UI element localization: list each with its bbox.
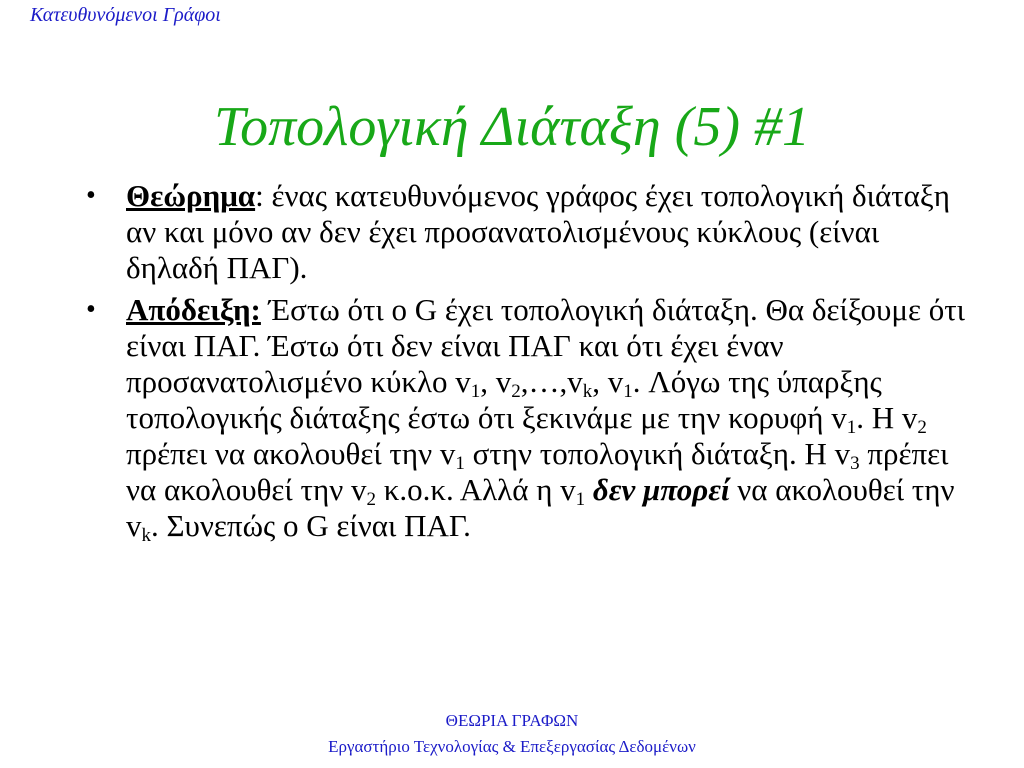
theorem-term: Θεώρημα bbox=[126, 178, 256, 213]
proof-text: . Λόγω της ύπαρξης τοπολογικής διάταξης έστω ότι ξεκινάμε με την κορυφή v bbox=[126, 364, 882, 435]
footer-course: ΘΕΩΡΙΑ ΓΡΑΦΩΝ bbox=[445, 711, 579, 730]
proof-text bbox=[585, 472, 593, 507]
proof-text: , v bbox=[480, 364, 512, 399]
proof-text: ,…,v bbox=[520, 364, 583, 399]
footer bbox=[0, 708, 1024, 760]
subscript: k bbox=[141, 525, 151, 546]
proof-text: κ.ο.κ. Αλλά η v bbox=[375, 472, 576, 507]
theorem-text: : ένας κατευθυνόμενος γράφος έχει τοπολογική διάταξη αν και μόνο αν δεν έχει προσανατολισμένους κύκλους (είναι δηλαδή ΠΑΓ). bbox=[126, 178, 950, 285]
proof-emphasis: δεν μπορεί bbox=[592, 472, 730, 507]
bullet-dot: • bbox=[86, 180, 96, 211]
bullet-theorem bbox=[86, 178, 966, 286]
subscript: 2 bbox=[511, 381, 521, 402]
bullet-list bbox=[86, 178, 966, 550]
subscript: 1 bbox=[575, 489, 586, 510]
subscript: 2 bbox=[917, 417, 927, 438]
bullet-dot: • bbox=[86, 294, 96, 325]
proof-text: , v bbox=[592, 364, 624, 399]
slide-title: Τοπολογική Διάταξη (5) #1 bbox=[214, 96, 810, 158]
proof-text: στην τοπολογική διάταξη. Η v bbox=[464, 436, 851, 471]
proof-text: να ακολουθεί την v bbox=[126, 472, 955, 543]
proof-term: Απόδειξη: bbox=[126, 292, 261, 327]
bullet-proof bbox=[86, 292, 966, 544]
subscript: 1 bbox=[470, 381, 481, 402]
header-title: Κατευθυνόμενοι Γράφοι bbox=[30, 4, 221, 26]
subscript: 1 bbox=[846, 417, 857, 438]
footer-lab: Εργαστήριο Τεχνολογίας & Επεξεργασίας Δεδομένων bbox=[328, 737, 696, 756]
proof-text: . Συνεπώς ο G είναι ΠΑΓ. bbox=[151, 508, 471, 543]
subscript: 1 bbox=[455, 453, 465, 474]
subscript: 3 bbox=[850, 453, 860, 474]
subscript: 2 bbox=[366, 489, 376, 510]
subscript: k bbox=[582, 381, 593, 402]
proof-text: πρέπει να ακολουθεί την v bbox=[126, 436, 949, 507]
proof-text: πρέπει να ακολουθεί την v bbox=[126, 436, 456, 471]
subscript: 1 bbox=[623, 381, 633, 402]
proof-text: . Η v bbox=[856, 400, 918, 435]
proof-text: Έστω ότι ο G έχει τοπολογική διάταξη. Θα δείξουμε ότι είναι ΠΑΓ. Έστω ότι δεν είναι ΠΑΓ και ότι έχει έναν προσανατολισμένο κύκλο v bbox=[126, 292, 966, 399]
